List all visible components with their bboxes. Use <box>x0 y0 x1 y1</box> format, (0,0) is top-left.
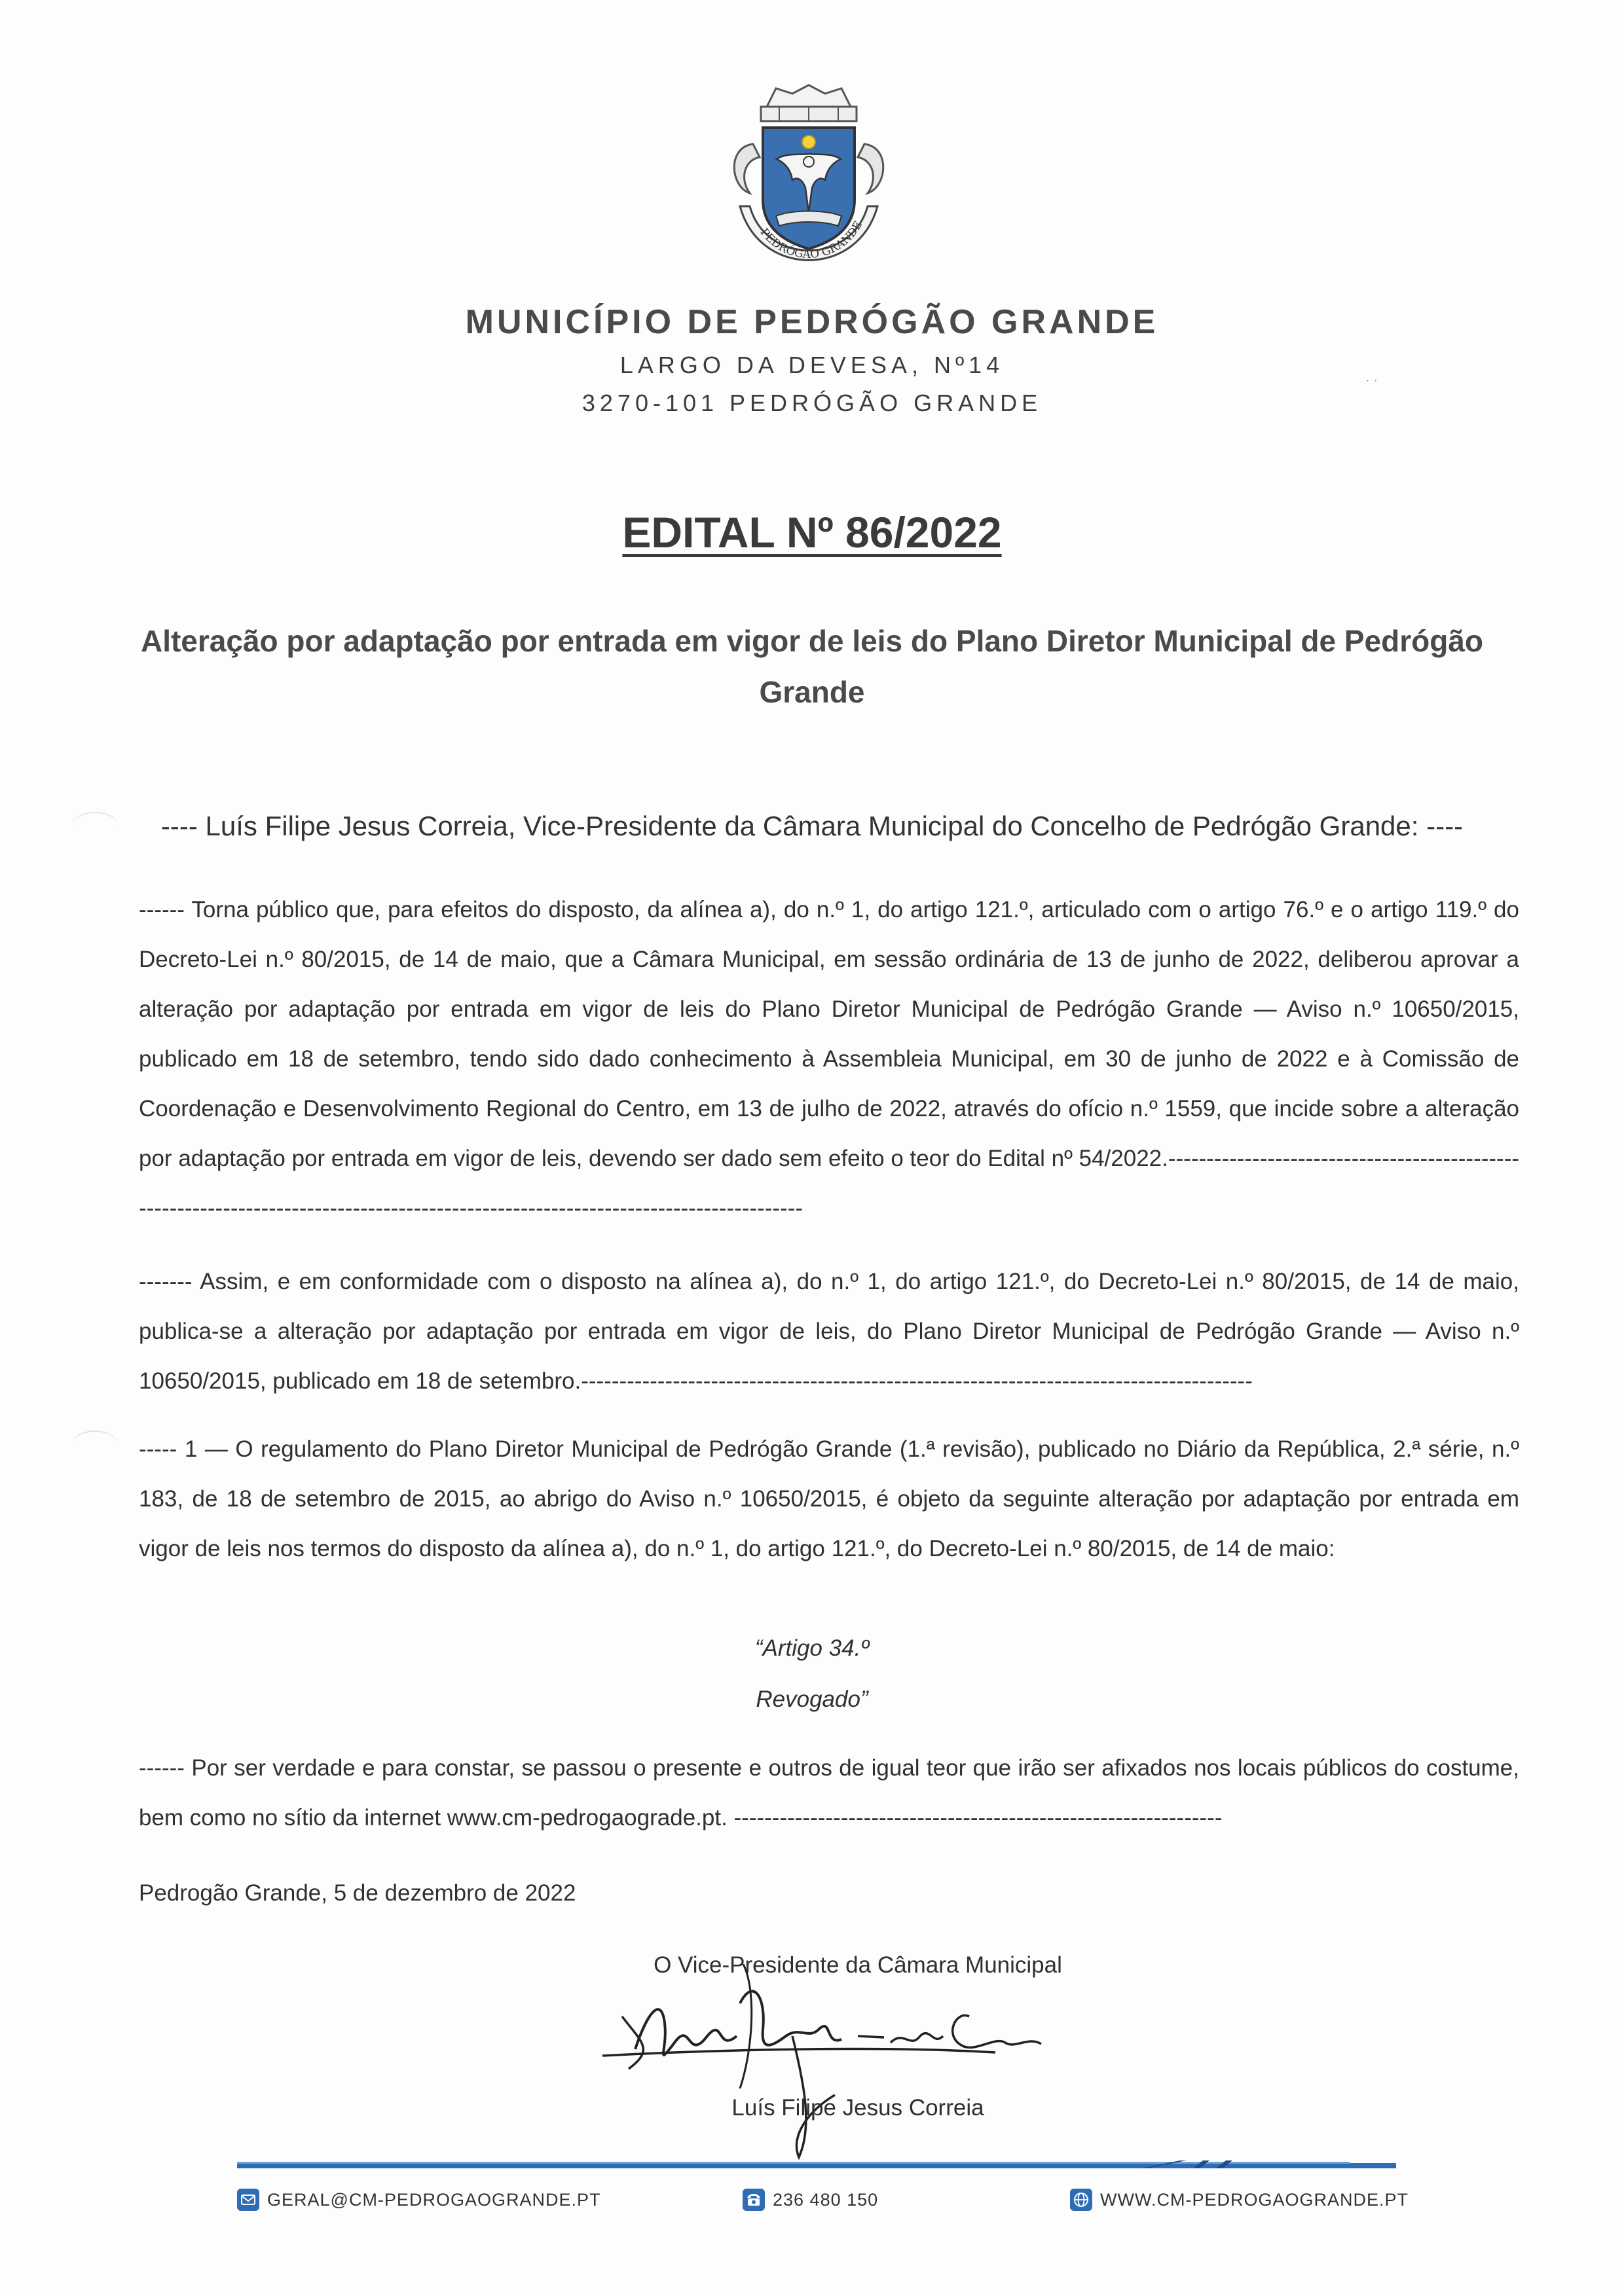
edital-subject: Alteração por adaptação por entrada em vigor de leis do Plano Diretor Municipal de Pedrógão Grande <box>140 624 1483 709</box>
paragraph-amendment: ----- 1 — O regulamento do Plano Diretor Municipal de Pedrógão Grande (1.ª revisão), publicado no Diário da República, 2.ª série, n.º 183, de 18 de setembro de 2015, ao abrigo do Aviso n.º 10650/2015, é objeto da seguinte alteração por adaptação por entrada em vigor de leis nos termos do disposto da alínea a), do n.º 1, do artigo 121.º, do Decreto-Lei n.º 80/2015, de 14 de maio: <box>139 1436 1519 1561</box>
declarant-line: ---- Luís Filipe Jesus Correia, Vice-Presidente da Câmara Municipal do Concelho de Pedrógão Grande: ---- <box>160 811 1464 841</box>
footer-divider <box>237 2159 1396 2172</box>
address-line-1: LARGO DA DEVESA, Nº14 <box>619 352 1005 378</box>
footer-website-text[interactable]: WWW.CM-PEDROGAOGRANDE.PT <box>1100 2189 1409 2210</box>
signatory-name: Luís Filipe Jesus Correia <box>731 2095 984 2121</box>
footer-website[interactable] <box>1070 2189 1409 2211</box>
paragraph-closing: ------ Por ser verdade e para constar, se passou o presente e outros de igual teor que irão ser afixados nos locais públicos do costume, bem como no sítio da internet www.cm-pedrogaograde.pt. ---------------------------------------------------------------- <box>139 1755 1519 1831</box>
handwritten-signature <box>576 1938 1087 2160</box>
paragraph-announcement: ------ Torna público que, para efeitos do disposto, da alínea a), do n.º 1, do artigo 121.º, articulado com o artigo 76.º e o artigo 119.º do Decreto-Lei n.º 80/2015, de 14 de maio, que a Câmara Municipal, em sessão ordinária de 13 de junho de 2022, deliberou aprovar a alteração por adaptação por entrada em vigor de leis do Plano Diretor Municipal de Pedrógão Grande — Aviso n.º 10650/2015, publicado em 18 de setembro, tendo sido dado conhecimento à Assembleia Municipal, em 30 de junho de 2022 e à Comissão de Coordenação e Desenvolvimento Regional do Centro, em 13 de julho de 2022, através do ofício n.º 1559, que incide sobre a alteração por adaptação por entrada em vigor de leis, devendo ser dado sem efeito o teor do Edital nº 54/2022.------------------------------------------------------------------------------------------------------------------------------------- <box>139 897 1519 1221</box>
phone-icon <box>743 2189 765 2211</box>
footer-phone[interactable] <box>743 2189 878 2211</box>
place-and-date: Pedrogão Grande, 5 de dezembro de 2022 <box>139 1880 576 1906</box>
footer-email[interactable] <box>237 2189 600 2211</box>
footer-phone-text[interactable]: 236 480 150 <box>773 2189 879 2210</box>
municipality-name: MUNICÍPIO DE PEDRÓGÃO GRANDE <box>465 303 1159 341</box>
paragraph-publication: ------- Assim, e em conformidade com o disposto na alínea a), do n.º 1, do artigo 121.º, do Decreto-Lei n.º 80/2015, de 14 de maio, publica-se a alteração por adaptação por entrada em vigor de leis, do Plano Diretor Municipal de Pedrógão Grande — Aviso n.º 10650/2015, publicado em 18 de setembro.---------------------------------------------------------------------------------------- <box>139 1269 1519 1394</box>
article-status: Revogado” <box>756 1686 868 1712</box>
municipal-crest-logo <box>714 82 904 288</box>
scan-artifact <box>72 1430 118 1458</box>
signatory-role: O Vice-Presidente da Câmara Municipal <box>654 1952 1062 1978</box>
article-number: “Artigo 34.º <box>754 1635 870 1661</box>
edital-title: EDITAL Nº 86/2022 <box>622 508 1002 556</box>
scan-speck: · · <box>1365 373 1378 388</box>
envelope-icon <box>237 2189 259 2211</box>
footer-email-text[interactable]: GERAL@CM-PEDROGAOGRANDE.PT <box>267 2189 601 2210</box>
address-line-2: 3270-101 PEDRÓGÃO GRANDE <box>581 390 1043 416</box>
globe-icon <box>1070 2189 1092 2211</box>
crest-motto: PEDRÓGÃO GRANDE <box>757 219 866 261</box>
